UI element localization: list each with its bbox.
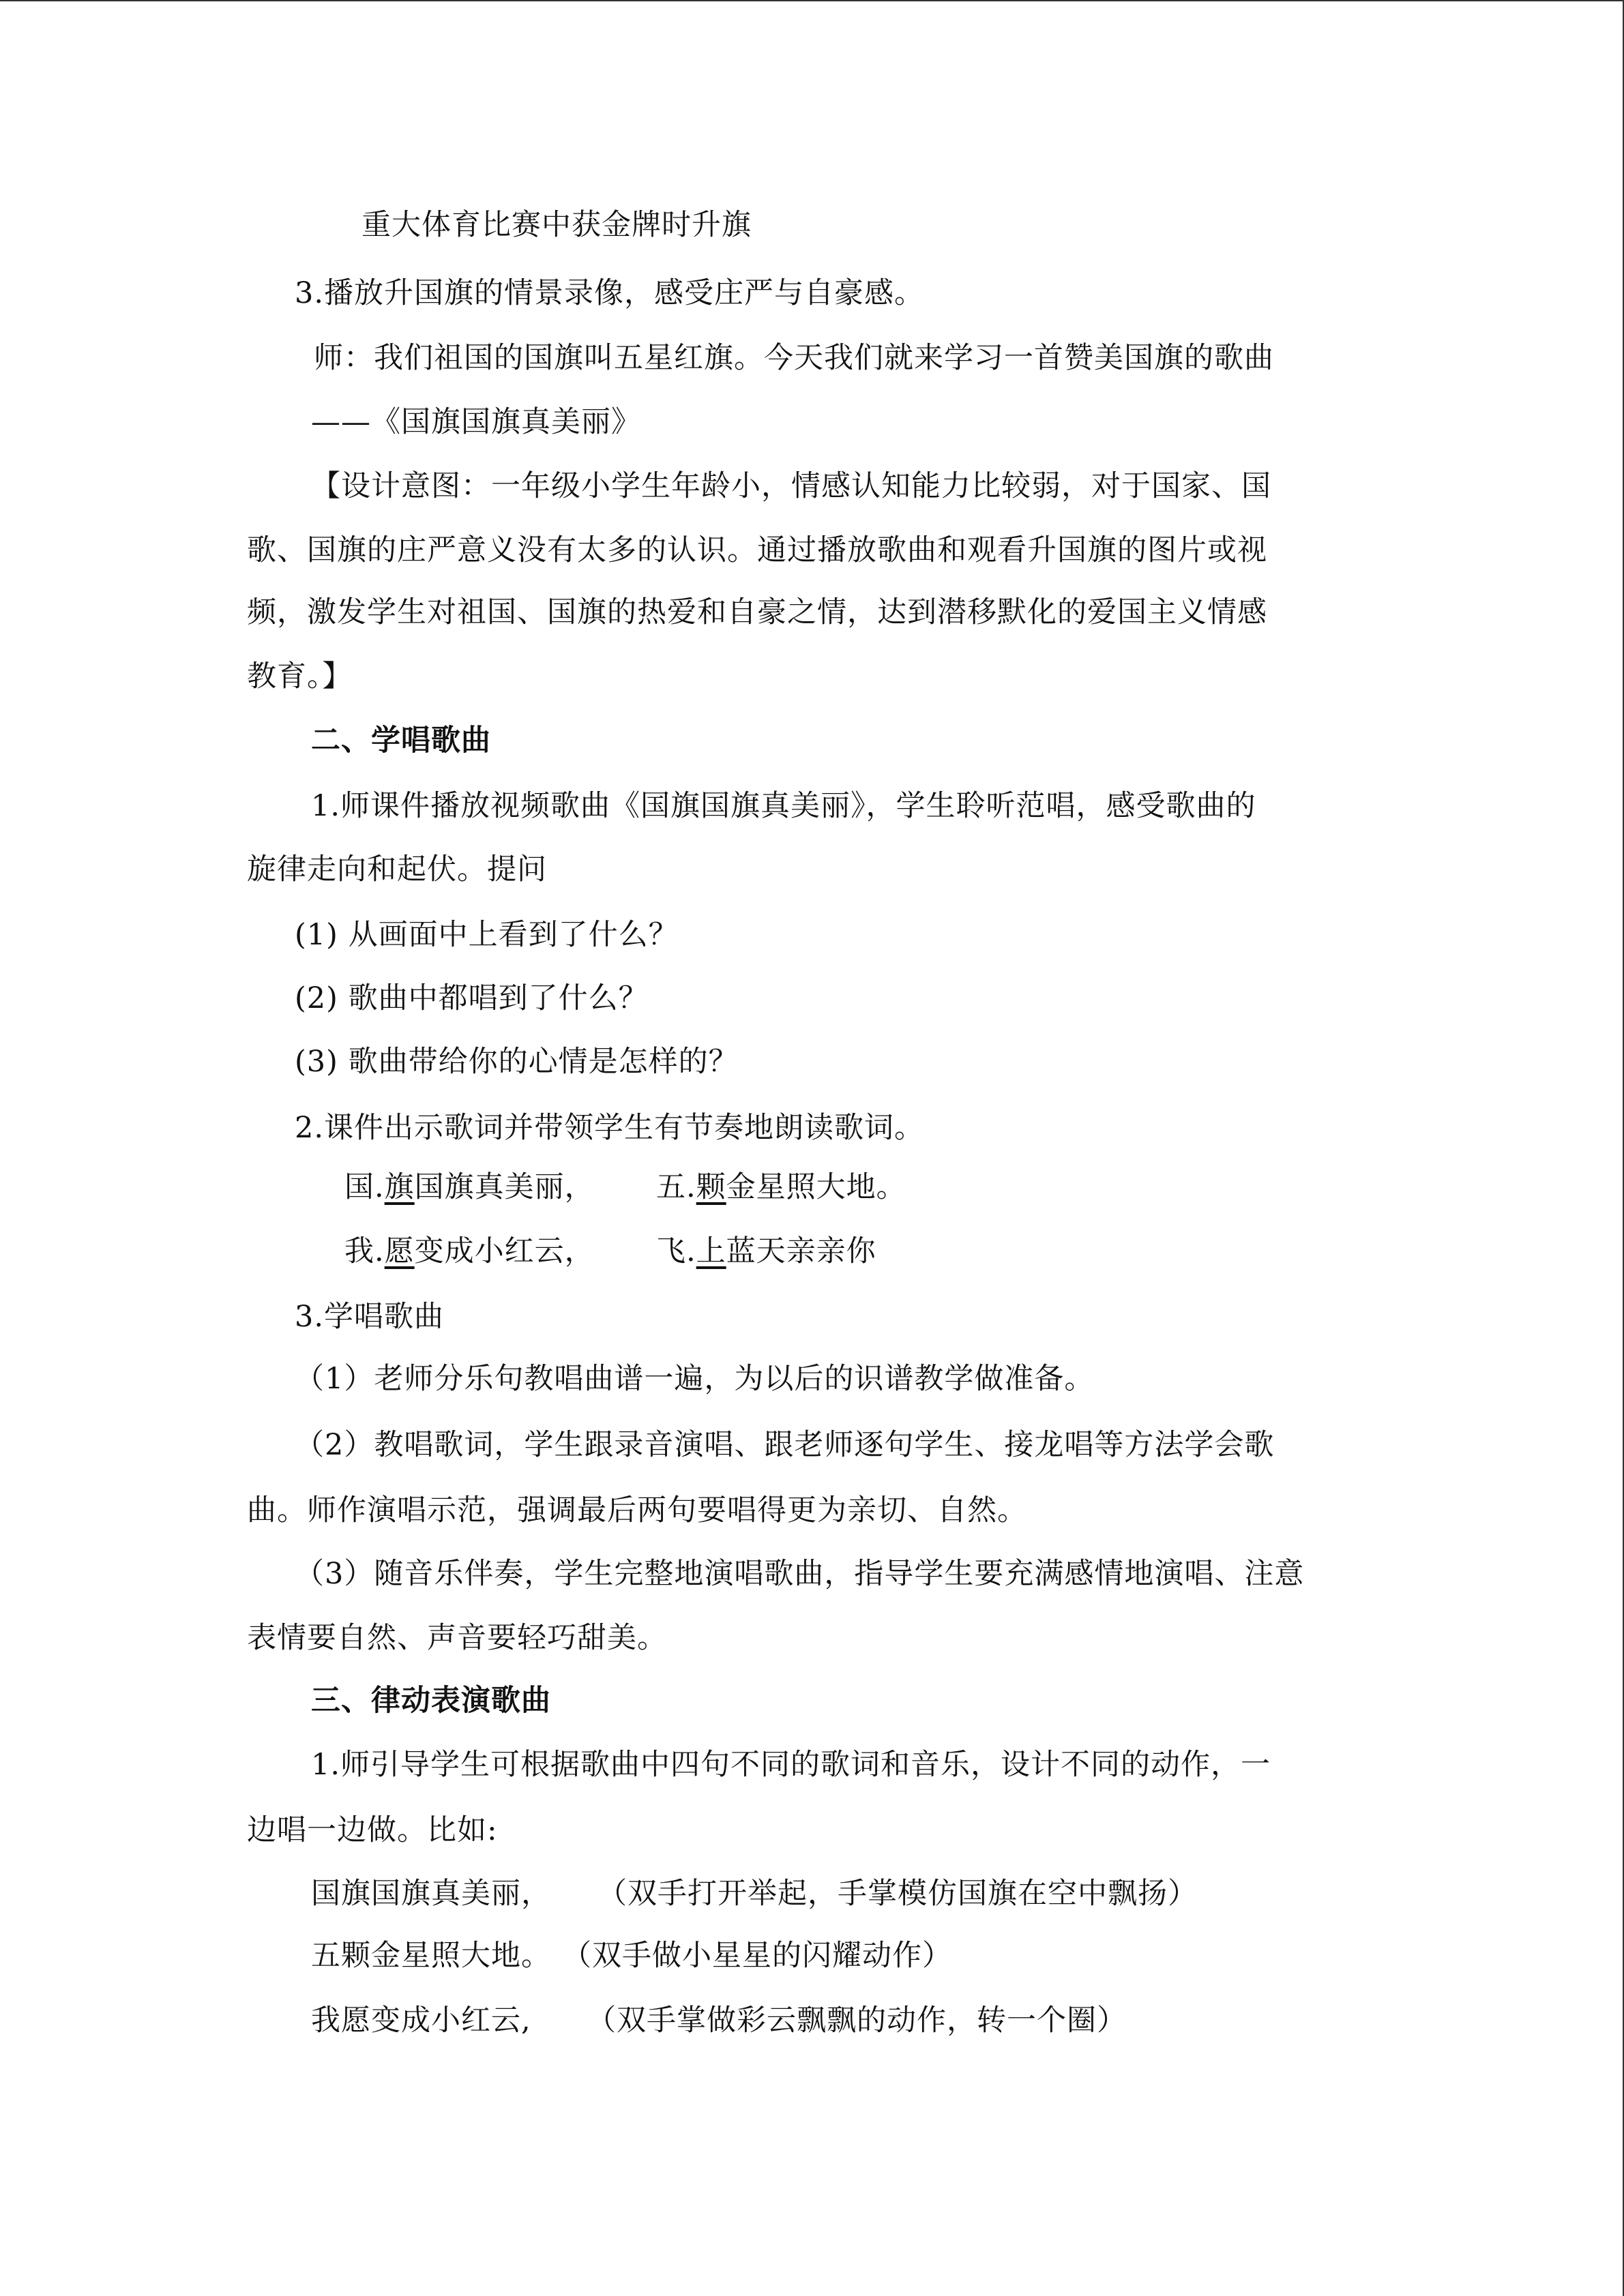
lyric-part: 金星照大地。 [726,1170,906,1204]
lyric-stressed-char: 上 [696,1234,726,1268]
text-line: 教育。】 [247,659,353,694]
lyric-part: 飞. [656,1234,696,1268]
text-line: 歌、国旗的庄严意义没有太多的认识。通过播放歌曲和观看升国旗的图片或视 [247,533,1267,567]
lyric-line-1b [656,1167,906,1208]
text-line: (2) 歌曲中都唱到了什么？ [295,981,649,1015]
text-line: (3) 歌曲带给你的心情是怎样的？ [295,1045,739,1079]
text-line: 重大体育比赛中获金牌时升旗 [361,208,752,242]
text-line: 1.师课件播放视频歌曲《国旗国旗真美丽》，学生聆听范唱，感受歌曲的 [311,789,1256,823]
text-line: 频，激发学生对祖国、国旗的热爱和自豪之情，达到潜移默化的爱国主义情感 [247,595,1267,629]
text-line: （2）教唱歌词，学生跟录音演唱、跟老师逐句学生、接龙唱等方法学会歌 [295,1428,1275,1462]
lyric-part: 国. [344,1170,385,1204]
text-line: ——《国旗国旗真美丽》 [311,405,641,439]
lyric-part: 蓝天亲亲你 [726,1234,876,1268]
lyric-part: 国旗真美丽， [414,1170,595,1204]
lyric-part: 变成小红云， [414,1234,595,1268]
example-action: （双手打开举起，手掌模仿国旗在空中飘扬） [597,1877,1198,1911]
text-line: 师：我们祖国的国旗叫五星红旗。今天我们就来学习一首赞美国旗的歌曲 [314,341,1274,375]
text-line: （1）老师分乐句教唱曲谱一遍，为以后的识谱教学做准备。 [295,1362,1095,1396]
lyric-line-2 [344,1231,595,1272]
text-line: 3.播放升国旗的情景录像，感受庄严与自豪感。 [295,276,925,310]
text-line: (1) 从画面中上看到了什么？ [295,918,679,952]
lyric-stressed-char: 旗 [384,1170,415,1204]
text-line: 旋律走向和起伏。提问 [247,852,547,886]
text-line: 边唱一边做。比如: [247,1813,498,1847]
text-line: 1.师引导学生可根据歌曲中四句不同的歌词和音乐，设计不同的动作，一 [311,1748,1271,1782]
example-action: （双手掌做彩云飘飘的动作，转一个圈） [587,2003,1127,2038]
lyric-line-1 [344,1167,595,1208]
example-lyric: 国旗国旗真美丽， [311,1877,551,1911]
example-action: （双手做小星星的闪耀动作） [562,1939,952,1973]
example-lyric: 五颗金星照大地。 [311,1939,551,1973]
section-heading: 三、律动表演歌曲 [311,1684,551,1718]
lyric-stressed-char: 颗 [696,1170,726,1204]
lyric-part: 五. [656,1170,696,1204]
text-line: 3.学唱歌曲 [295,1300,445,1334]
text-line: 【设计意图：一年级小学生年龄小，情感认知能力比较弱，对于国家、国 [311,469,1271,503]
text-line: 曲。师作演唱示范，强调最后两句要唱得更为亲切、自然。 [247,1493,1027,1527]
text-line: 2.课件出示歌词并带领学生有节奏地朗读歌词。 [295,1111,925,1145]
example-lyric: 我愿变成小红云, [311,2003,531,2038]
text-line: 表情要自然、声音要轻巧甜美。 [247,1621,667,1655]
lyric-part: 我. [344,1234,385,1268]
lyric-stressed-char: 愿 [384,1234,415,1268]
section-heading: 二、学唱歌曲 [311,724,491,758]
text-line: （3）随音乐伴奏，学生完整地演唱歌曲，指导学生要充满感情地演唱、注意 [295,1557,1305,1591]
lyric-line-2b [656,1231,876,1272]
